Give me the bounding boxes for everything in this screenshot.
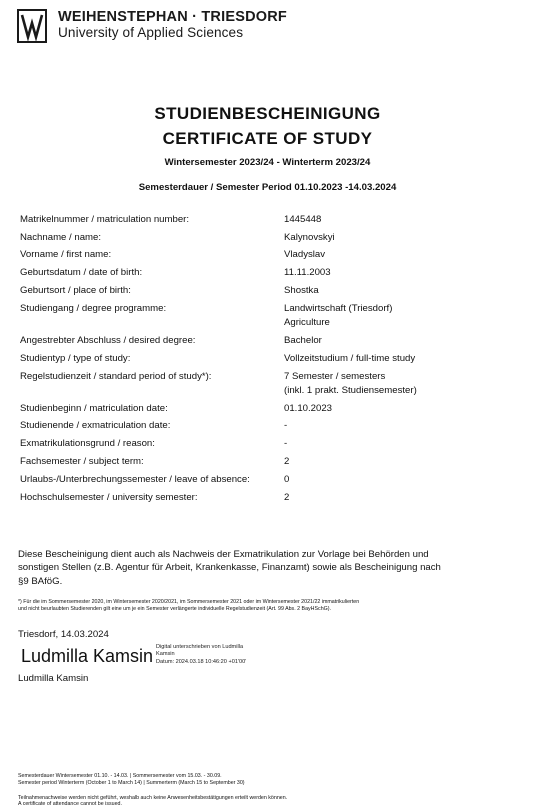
row-value-university-semester: 2	[284, 492, 290, 503]
row-value-exmatriculation-reason: -	[284, 438, 288, 449]
row-value-desired-degree: Bachelor	[284, 335, 322, 346]
row-value-standard-period: 7 Semester / semesters	[284, 371, 386, 382]
row-label-place-of-birth: Geburtsort / place of birth:	[20, 285, 131, 296]
row-value-matriculation-number: 1445448	[284, 214, 322, 225]
row-value-degree-programme: Landwirtschaft (Triesdorf)	[284, 303, 393, 314]
row-label-type-of-study: Studientyp / type of study:	[20, 353, 131, 364]
footer-attendance-en: A certificate of attendance cannot be issued.	[18, 801, 122, 807]
place-and-date: Triesdorf, 14.03.2024	[18, 629, 109, 640]
certificate-note	[18, 548, 518, 588]
row-value-leave-of-absence: 0	[284, 474, 290, 485]
university-name: WEIHENSTEPHAN · TRIESDORF	[58, 9, 287, 25]
digital-signature-line: Datum: 2024.03.18 10:46:20 +01'00'	[156, 658, 247, 665]
handwritten-signature: Ludmilla Kamsin	[21, 646, 154, 666]
row-label-first-name: Vorname / first name:	[20, 249, 112, 260]
row-label-matriculation-number: Matrikelnummer / matriculation number:	[20, 214, 190, 225]
row-label-university-semester: Hochschulsemester / university semester:	[20, 492, 198, 503]
certificate-note-line: sonstigen Stellen (z.B. Agentur für Arbeit, Krankenkasse, Finanzamt) sowie als Bescheinigung nach	[18, 562, 441, 574]
row-value-name: Kalynovskyi	[284, 232, 335, 243]
footer-attendance-de: Teilnahmenachweise werden nicht geführt, weshalb auch keine Anwesenheitsbestätigungen erteilt werden können.	[18, 795, 288, 801]
document-title-en: CERTIFICATE OF STUDY	[162, 129, 373, 148]
certificate-note-line: Diese Bescheinigung dient auch als Nachweis der Exmatrikulation zur Vorlage bei Behörden und	[18, 549, 429, 560]
row-label-desired-degree: Angestrebter Abschluss / desired degree:	[20, 335, 196, 346]
document-title-de: STUDIENBESCHEINIGUNG	[154, 104, 381, 123]
semester-line: Wintersemester 2023/24 - Winterterm 2023/24	[164, 157, 371, 168]
digital-signature-info	[156, 644, 246, 666]
row-value-subject-term: 2	[284, 456, 290, 467]
row-value-matriculation-date: 01.10.2023	[284, 403, 333, 414]
footer-semester-period-en: Semester period Winterterm (October 1 to March 14) | Summerterm (March 15 to September 30)	[18, 780, 245, 786]
digital-signature-line: Digital unterschrieben von Ludmilla	[156, 644, 244, 650]
row-label-degree-programme: Studiengang / degree programme:	[20, 303, 167, 314]
semester-period-line: Semesterdauer / Semester Period 01.10.2023 -14.03.2024	[138, 182, 397, 193]
digital-signature-line: Kamsin	[156, 651, 175, 658]
row-label-subject-term: Fachsemester / subject term:	[20, 456, 144, 467]
footer-semester-period-de: Semesterdauer Wintersemester 01.10. - 14.03. | Sommersemester vom 15.03. - 30.09.	[18, 773, 222, 779]
university-logo-icon	[17, 9, 47, 43]
row-value-degree-programme-en: Agriculture	[284, 317, 330, 328]
row-value-exmatriculation-date: -	[284, 420, 288, 431]
signer-name: Ludmilla Kamsin	[18, 673, 89, 684]
row-value-date-of-birth: 11.11.2003	[284, 267, 331, 278]
row-value-standard-period-note: (inkl. 1 prakt. Studiensemester)	[284, 385, 417, 396]
row-label-date-of-birth: Geburtsdatum / date of birth:	[20, 267, 143, 278]
row-value-first-name: Vladyslav	[284, 249, 326, 260]
certificate-note-line: §9 BAföG.	[18, 575, 63, 587]
row-label-exmatriculation-reason: Exmatrikulationsgrund / reason:	[20, 438, 155, 449]
row-label-matriculation-date: Studienbeginn / matriculation date:	[20, 403, 168, 414]
row-value-place-of-birth: Shostka	[284, 285, 319, 296]
row-value-type-of-study: Vollzeitstudium / full-time study	[284, 353, 416, 364]
row-label-leave-of-absence: Urlaubs-/Unterbrechungssemester / leave of absence:	[20, 474, 250, 485]
university-subtitle: University of Applied Sciences	[58, 25, 244, 40]
row-label-name: Nachname / name:	[20, 232, 102, 243]
period-footnote	[18, 599, 523, 613]
row-label-standard-period: Regelstudienzeit / standard period of study*):	[20, 371, 212, 382]
period-footnote-line: *) Für die im Sommersemester 2020, im Wintersemester 2020/2021, im Sommersemester 2021 oder im Wintersemester 2021/22 immatrikulierten	[18, 599, 360, 605]
period-footnote-line: und nicht beurlaubten Studierenden gilt eine um je ein Semester verlängerte individuelle Regelstudienzeit (Art. 99 Abs. 2 BayHSchG).	[18, 606, 331, 613]
row-label-exmatriculation-date: Studienende / exmatriculation date:	[20, 420, 171, 431]
